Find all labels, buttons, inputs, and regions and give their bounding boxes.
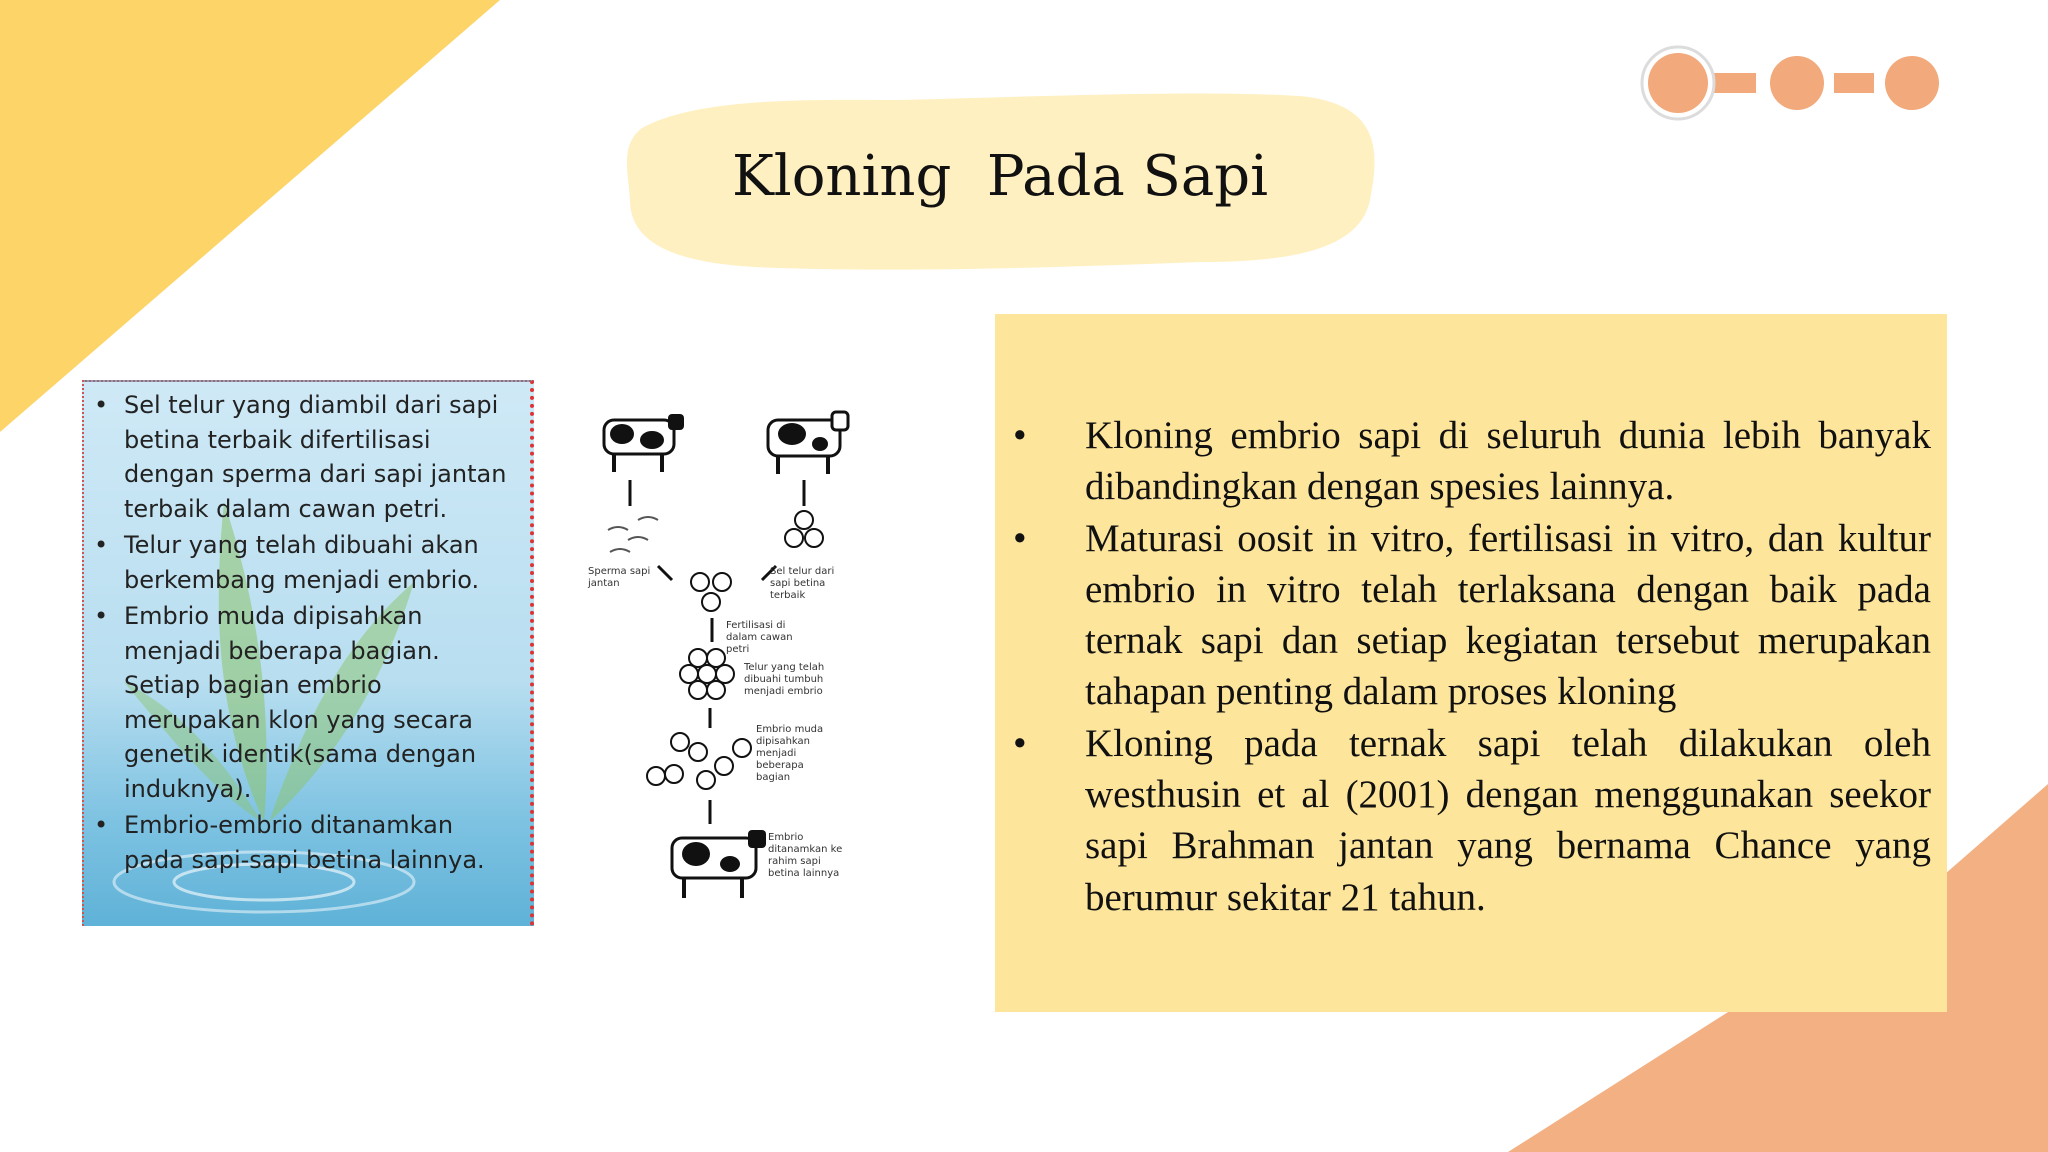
bullet-item <box>1013 513 1931 718</box>
progress-dots <box>1642 47 1939 119</box>
bullet-text: Maturasi oosit in vitro, fertilisasi in vitro, dan kultur embrio in vitro telah terlaksana dengan baik pada ternak sapi dan setiap kegiatan tersebut merupakan tahapan penting dalam proses kloning <box>1085 516 1931 714</box>
fertilization-label: Fertilisasi di dalam cawan petri <box>726 620 793 655</box>
bullet-icon: • <box>94 602 109 630</box>
yellow-corner-triangle <box>0 0 500 432</box>
bullet-item <box>1013 410 1931 513</box>
figure-point-text: Embrio muda dipisahkan menjadi beberapa bagian. Setiap bagian embrio merupakan klon yang secara genetik identik(sama dengan induknya). <box>124 602 477 803</box>
split-label: Embrio muda dipisahkan menjadi beberapa bagian <box>756 724 824 783</box>
figure-point-text: Embrio-embrio ditanamkan pada sapi-sapi betina lainnya. <box>124 811 485 874</box>
egg-cells <box>785 511 823 547</box>
cloning-figure <box>82 380 948 926</box>
bullet-icon: • <box>94 531 109 559</box>
embryo-cluster <box>680 649 734 699</box>
embryo-label: Telur yang telah dibuahi tumbuh menjadi embrio <box>744 662 825 697</box>
bullet-list <box>1013 410 1931 923</box>
split-embryos <box>647 733 751 789</box>
implant-label: Embrio ditanamkan ke rahim sapi betina lainnya <box>768 832 843 879</box>
slide-title: Kloning Pada Sapi <box>731 143 1269 209</box>
cloning-diagram <box>548 380 948 926</box>
egg-label: Sel telur dari sapi betina terbaik <box>770 566 835 601</box>
content-panel <box>995 314 1947 1012</box>
progress-dot <box>1770 56 1824 110</box>
sperm-label: Sperma sapi jantan <box>588 566 651 589</box>
bullet-icon: • <box>1013 721 1027 765</box>
figure-points <box>92 388 516 877</box>
bullet-text: Kloning pada ternak sapi telah dilakukan oleh westhusin et al (2001) dengan menggunakan seekor sapi Brahman jantan yang bernama Chance yang berumur sekitar 21 tahun. <box>1085 721 1931 919</box>
progress-connector <box>1834 73 1874 93</box>
recipient-cow-icon <box>672 830 766 898</box>
bullet-icon: • <box>1013 414 1027 457</box>
figure-point <box>92 599 516 806</box>
bullet-text: Kloning embrio sapi di seluruh dunia lebih banyak dibandingkan dengan spesies lainnya. <box>1085 414 1931 509</box>
bullet-icon: • <box>94 811 109 839</box>
bull-icon <box>604 414 684 472</box>
sperm-cells <box>608 517 658 552</box>
bullet-icon: • <box>94 391 109 419</box>
figure-point <box>92 528 516 597</box>
figure-text-card <box>82 380 534 926</box>
progress-dot <box>1885 56 1939 110</box>
figure-point-text: Telur yang telah dibuahi akan berkembang menjadi embrio. <box>124 531 480 594</box>
cow-icon <box>768 412 848 474</box>
bullet-icon: • <box>1013 516 1027 560</box>
figure-point <box>92 808 516 877</box>
figure-point-text: Sel telur yang diambil dari sapi betina terbaik difertilisasi dengan sperma dari sapi jantan terbaik dalam cawan petri. <box>124 391 507 523</box>
figure-point <box>92 388 516 526</box>
bullet-item <box>1013 718 1931 923</box>
progress-connector <box>1710 73 1756 93</box>
fertilized-eggs <box>691 573 731 611</box>
progress-dot-active-fill <box>1648 53 1708 113</box>
